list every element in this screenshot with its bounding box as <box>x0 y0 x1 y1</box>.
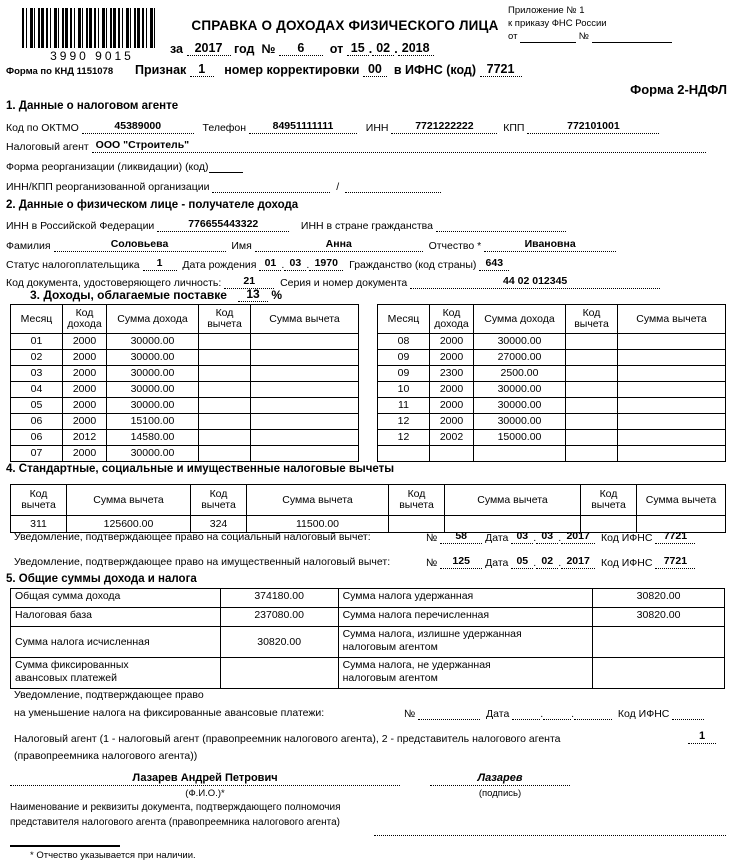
reorg-label: Форма реорганизации (ликвидации) (код) <box>6 161 209 173</box>
section5-notice-no-sign: № <box>404 708 416 720</box>
signature-block <box>430 772 570 799</box>
cell-income-code: 2000 <box>430 398 474 414</box>
tax-base-label: Налоговая база <box>11 608 221 627</box>
tax-overwithheld-value <box>593 627 725 658</box>
date-year-field[interactable]: 2018 <box>398 43 434 56</box>
cell-deduction-code <box>199 430 251 446</box>
col-income-code <box>430 305 474 334</box>
notice-property-ifns-label: Код ИФНС <box>600 557 653 569</box>
cell-income-sum: 30000.00 <box>107 382 199 398</box>
col-deduction-sum-4: Сумма вычета <box>637 485 726 516</box>
table-row <box>378 350 726 366</box>
status-label: Статус налогоплательщика <box>6 259 140 271</box>
table-row <box>378 430 726 446</box>
table-row <box>11 414 359 430</box>
notice-social-label: Уведомление, подтверждающее право на социальный налоговый вычет: <box>14 531 371 543</box>
cell-deduction-code <box>566 350 618 366</box>
table-row <box>11 516 726 533</box>
cell-month: 10 <box>378 382 430 398</box>
notice-property-year-field[interactable]: 2017 <box>561 556 595 569</box>
kpp-field[interactable]: 772101001 <box>527 121 659 134</box>
lbl2: вычета <box>591 499 626 511</box>
section1-row-4: ИНН/КПП реорганизованной организации / <box>6 180 441 193</box>
cell-ded-sum-1: 125600.00 <box>67 516 191 533</box>
cell-deduction-code <box>566 334 618 350</box>
cell-month: 06 <box>11 414 63 430</box>
authority-doc-line-1: Наименование и реквизиты документа, подтверждающего полномочия <box>10 802 341 813</box>
page-title: СПРАВКА О ДОХОДАХ ФИЗИЧЕСКОГО ЛИЦА <box>191 18 499 33</box>
appendix-no-label: № <box>578 31 589 42</box>
table-row <box>11 430 359 446</box>
cell-deduction-code <box>199 382 251 398</box>
notice-social-fields: № 58 Дата 03 . 03 . 2017 Код ИФНС 7721 <box>426 531 695 544</box>
notice-social-date-label: Дата <box>485 532 509 544</box>
cell-ded-sum-2: 11500.00 <box>247 516 389 533</box>
table-row <box>378 334 726 350</box>
total-income-label: Общая сумма дохода <box>11 589 221 608</box>
cell-income-code: 2000 <box>430 382 474 398</box>
number-sign: № <box>261 42 276 56</box>
notice-property-ifns-field[interactable]: 7721 <box>655 556 695 569</box>
section5-notice-no-field[interactable] <box>418 707 480 720</box>
cell-income-sum: 2500.00 <box>474 366 566 382</box>
cell-income-code: 2300 <box>430 366 474 382</box>
col-deduction-code-line2: вычета <box>574 318 609 330</box>
appendix-no-field[interactable] <box>592 30 672 43</box>
patronymic-field[interactable]: Ивановна <box>484 239 616 252</box>
lbl2: вычета <box>399 499 434 511</box>
section5-notice-fields: № Дата . . Код ИФНС <box>404 707 704 720</box>
section5-notice-ifns-label: Код ИФНС <box>617 708 670 720</box>
cell-deduction-sum <box>251 350 359 366</box>
table-row <box>11 608 725 627</box>
signer-block <box>10 772 400 799</box>
tax-not-withheld-label: Сумма налога, не удержанная налоговым агентом <box>338 658 593 689</box>
korrektirovka-label: номер корректировки <box>224 63 360 77</box>
reorg-code-field[interactable] <box>209 160 243 173</box>
col-income-code-line2: дохода <box>67 318 102 330</box>
section3-rate-wrap <box>238 288 282 302</box>
notice-property-no-sign: № <box>426 557 438 569</box>
col-deduction-code <box>199 305 251 334</box>
cell-income-sum: 30000.00 <box>107 446 199 462</box>
table-row <box>11 446 359 462</box>
ifns-field[interactable]: 7721 <box>480 64 522 77</box>
section3-heading: 3. Доходы, облагаемые поставке <box>30 288 227 302</box>
cell-income-code: 2000 <box>63 414 107 430</box>
col-deduction-code-line1: Код <box>215 307 234 319</box>
table-row <box>11 382 359 398</box>
ifns-label: в ИФНС (код) <box>393 63 477 77</box>
cell-income-sum: 14580.00 <box>107 430 199 446</box>
col-income-sum: Сумма дохода <box>107 305 199 334</box>
cell-deduction-sum <box>618 414 726 430</box>
cell-month: 08 <box>378 334 430 350</box>
cell-deduction-sum <box>251 430 359 446</box>
cell-ded-code-2: 324 <box>191 516 247 533</box>
birth-month-field[interactable]: 03 <box>284 258 306 271</box>
tax-calculated-value: 30820.00 <box>220 627 338 658</box>
agent-type-value[interactable]: 1 <box>688 731 716 744</box>
status-field[interactable]: 1 <box>143 258 177 271</box>
notice-social-row <box>14 531 371 543</box>
fio-label: (Ф.И.О.)* <box>185 788 225 799</box>
priznak-field[interactable]: 1 <box>190 64 214 77</box>
income-table-right <box>377 304 726 462</box>
cell-income-sum: 30000.00 <box>107 398 199 414</box>
notice-property-date-label: Дата <box>485 557 509 569</box>
appendix-line-3 <box>508 30 672 43</box>
cell-income-sum: 15100.00 <box>107 414 199 430</box>
cell-deduction-sum <box>251 366 359 382</box>
table-row <box>378 382 726 398</box>
table-row <box>11 366 359 382</box>
cell-deduction-code <box>566 382 618 398</box>
cell-deduction-code <box>199 414 251 430</box>
birth-day-field[interactable]: 01 <box>259 258 281 271</box>
table-row <box>378 414 726 430</box>
cell-income-sum: 15000.00 <box>474 430 566 446</box>
col-income-sum: Сумма дохода <box>474 305 566 334</box>
section1-row-1 <box>6 121 659 134</box>
reorg-inn-kpp-label: ИНН/КПП реорганизованной организации <box>6 181 210 193</box>
cell-month: 05 <box>11 398 63 414</box>
agent-type-line-2: (правопреемника налогового агента)) <box>14 750 198 762</box>
notice-social-ifns-field[interactable]: 7721 <box>655 531 695 544</box>
cell-deduction-sum <box>618 446 726 462</box>
doc-series-field[interactable]: 44 02 012345 <box>410 276 660 289</box>
priznak-line <box>135 63 522 77</box>
cell-month: 12 <box>378 414 430 430</box>
cell-deduction-code <box>566 398 618 414</box>
lbl2: вычета <box>21 499 56 511</box>
cell-income-sum: 30000.00 <box>474 382 566 398</box>
notice-property-month-field[interactable]: 02 <box>536 556 558 569</box>
tax-withheld-value: 30820.00 <box>593 589 725 608</box>
footnote-rule <box>10 845 120 847</box>
inn-label: ИНН <box>365 122 389 134</box>
section5-notice-year-field[interactable] <box>574 707 612 720</box>
col-deduction-code-1 <box>11 485 67 516</box>
cell-income-code: 2002 <box>430 430 474 446</box>
cell-income-code: 2000 <box>430 334 474 350</box>
cell-month: 12 <box>378 430 430 446</box>
inn-rf-label: ИНН в Российской Федерации <box>6 220 155 232</box>
lbl: Код <box>407 488 426 500</box>
god-label: год <box>233 42 255 56</box>
section4-heading: 4. Стандартные, социальные и имущественные налоговые вычеты <box>6 463 395 475</box>
cell-month: 11 <box>378 398 430 414</box>
tax-withheld-label: Сумма налога удержанная <box>338 589 593 608</box>
doc-series-label: Серия и номер документа <box>280 277 408 289</box>
section5-heading: 5. Общие суммы дохода и налога <box>6 573 197 585</box>
col-month: Месяц <box>378 305 430 334</box>
col-deduction-sum: Сумма вычета <box>618 305 726 334</box>
tax-calculated-label: Сумма налога исчисленная <box>11 627 221 658</box>
reorg-kpp-field[interactable] <box>345 180 441 193</box>
appendix-line-2: к приказу ФНС России <box>508 18 607 29</box>
patronymic-label: Отчество * <box>428 240 482 252</box>
date-month-field[interactable]: 02 <box>372 43 394 56</box>
notice-social-year-field[interactable]: 2017 <box>561 531 595 544</box>
cell-income-sum: 30000.00 <box>474 398 566 414</box>
notice-social-month-field[interactable]: 03 <box>536 531 558 544</box>
notice-property-row <box>14 556 390 568</box>
cell-month: 09 <box>378 350 430 366</box>
col-deduction-code-3 <box>389 485 445 516</box>
cell-deduction-code <box>199 366 251 382</box>
cell-income-code: 2000 <box>63 382 107 398</box>
cell-income-sum: 30000.00 <box>107 366 199 382</box>
col-deduction-sum-3: Сумма вычета <box>445 485 581 516</box>
section2-row-1 <box>6 219 566 232</box>
lbl: Код <box>599 488 618 500</box>
section5-notice-date-label: Дата <box>486 708 510 720</box>
deductions-header-row <box>11 485 726 516</box>
cell-deduction-code <box>199 446 251 462</box>
appendix-ot-label: от <box>508 31 518 42</box>
section5-notice-line-2: на уменьшение налога на фиксированные авансовые платежи: <box>14 707 325 719</box>
surname-field[interactable]: Соловьева <box>54 239 226 252</box>
cell-deduction-code <box>566 446 618 462</box>
col-month: Месяц <box>11 305 63 334</box>
income-table-left <box>10 304 359 462</box>
notice-social-no-sign: № <box>426 532 438 544</box>
doc-code-field[interactable]: 21 <box>224 276 274 289</box>
col-income-code-line2: дохода <box>434 318 469 330</box>
notice-property-label: Уведомление, подтверждающее право на имущественный налоговый вычет: <box>14 556 391 568</box>
signer-name: Лазарев Андрей Петрович <box>132 772 278 784</box>
cell-deduction-code <box>199 398 251 414</box>
cell-month: 09 <box>378 366 430 382</box>
barcode <box>22 8 162 63</box>
birth-year-field[interactable]: 1970 <box>309 258 343 271</box>
col-deduction-code <box>566 305 618 334</box>
cell-month <box>378 446 430 462</box>
section1-row-2 <box>6 140 728 153</box>
col-deduction-sum: Сумма вычета <box>251 305 359 334</box>
citizenship-label: Гражданство (код страны) <box>349 259 477 271</box>
cell-income-code: 2000 <box>63 446 107 462</box>
signature-label: (подпись) <box>478 788 522 799</box>
reorg-inn-field[interactable] <box>212 180 330 193</box>
section2-row-2 <box>6 239 616 252</box>
inn-rf-field[interactable]: 776655443322 <box>157 219 289 232</box>
income-left-header-row <box>11 305 359 334</box>
section5-notice-month-field[interactable] <box>543 707 571 720</box>
table-row <box>11 627 725 658</box>
cell-deduction-sum <box>251 414 359 430</box>
cell-month: 01 <box>11 334 63 350</box>
cell-income-code: 2000 <box>63 350 107 366</box>
appendix-ot-field[interactable] <box>520 30 576 43</box>
agent-type-line-1: Налоговый агент (1 - налоговый агент (правопреемник налогового агента), 2 - представитель налогового агента <box>14 733 561 745</box>
col-income-code <box>63 305 107 334</box>
col-income-code-line1: Код <box>75 307 94 319</box>
cell-ded-code-3 <box>389 516 445 533</box>
table-row <box>11 350 359 366</box>
percent-sign: % <box>271 288 283 302</box>
cell-income-code: 2000 <box>430 414 474 430</box>
section5-notice-line-1: Уведомление, подтверждающее право <box>14 689 204 701</box>
form-ndfl-label: Форма 2-НДФЛ <box>630 82 727 97</box>
col-deduction-code-line1: Код <box>582 307 601 319</box>
cell-deduction-sum <box>618 366 726 382</box>
cell-income-sum: 27000.00 <box>474 350 566 366</box>
cell-deduction-sum <box>618 430 726 446</box>
kpp-label: КПП <box>503 122 525 134</box>
section2-heading: 2. Данные о физическом лице - получателе дохода <box>6 199 299 211</box>
cell-month: 04 <box>11 382 63 398</box>
lbl2: вычета <box>201 499 236 511</box>
knd-form-label: Форма по КНД 1151078 <box>6 66 114 77</box>
authority-doc-line-2: представителя налогового агента (правопреемника налогового агента) <box>10 817 340 828</box>
notice-property-no-field[interactable]: 125 <box>440 556 482 569</box>
cell-ded-code-1: 311 <box>11 516 67 533</box>
period-line: за 2017 год № 6 от 15 . 02 . 2018 <box>170 42 434 56</box>
citizenship-field[interactable]: 643 <box>479 258 509 271</box>
cell-income-sum: 30000.00 <box>474 414 566 430</box>
table-row <box>11 658 725 689</box>
cell-deduction-code <box>566 414 618 430</box>
cell-month: 02 <box>11 350 63 366</box>
cell-deduction-code <box>566 430 618 446</box>
total-income-value: 374180.00 <box>220 589 338 608</box>
inn-field[interactable]: 7721222222 <box>391 121 497 134</box>
table-row <box>378 446 726 462</box>
table-row <box>11 398 359 414</box>
priznak-label: Признак <box>135 63 187 77</box>
phone-field[interactable]: 84951111111 <box>249 121 357 134</box>
cell-deduction-sum <box>251 334 359 350</box>
col-deduction-sum-1: Сумма вычета <box>67 485 191 516</box>
agent-type-value-wrap <box>688 731 716 744</box>
za-label: за <box>170 42 184 56</box>
appendix-line-1: Приложение № 1 <box>508 5 585 16</box>
col-income-code-line1: Код <box>442 307 461 319</box>
notice-property-day-field[interactable]: 05 <box>511 556 533 569</box>
tax-transferred-label: Сумма налога перечисленная <box>338 608 593 627</box>
section1-heading: 1. Данные о налоговом агенте <box>6 100 179 112</box>
notice-social-no-field[interactable]: 58 <box>440 531 482 544</box>
cell-income-code <box>430 446 474 462</box>
inn-country-label: ИНН в стране гражданства <box>300 220 433 232</box>
section1-row-3 <box>6 160 243 173</box>
cell-month: 03 <box>11 366 63 382</box>
signature-value: Лазарев <box>477 772 523 784</box>
cell-deduction-sum <box>618 382 726 398</box>
table-row <box>11 334 359 350</box>
signer-underline <box>10 784 400 786</box>
cell-deduction-sum <box>618 334 726 350</box>
cell-income-sum <box>474 446 566 462</box>
notice-social-ifns-label: Код ИФНС <box>600 532 653 544</box>
table-row <box>378 366 726 382</box>
cell-income-code: 2000 <box>63 366 107 382</box>
lbl: Код <box>29 488 48 500</box>
cell-month: 07 <box>11 446 63 462</box>
cell-deduction-sum <box>251 398 359 414</box>
fixed-advance-label: Сумма фиксированных авансовых платежей <box>11 658 221 689</box>
tax-transferred-value: 30820.00 <box>593 608 725 627</box>
cell-income-code: 2000 <box>63 334 107 350</box>
doc-code-label: Код документа, удостоверяющего личность: <box>6 277 222 289</box>
year-field[interactable]: 2017 <box>187 43 231 56</box>
cell-deduction-sum <box>618 398 726 414</box>
barcode-digits: 3990 9015 <box>50 49 134 63</box>
section5-notice-day-field[interactable] <box>512 707 540 720</box>
cell-deduction-sum <box>251 382 359 398</box>
number-field[interactable]: 6 <box>279 43 323 56</box>
tax-rate-field[interactable]: 13 <box>238 289 268 302</box>
fixed-advance-value <box>220 658 338 689</box>
tax-base-value: 237080.00 <box>220 608 338 627</box>
signature-underline <box>430 784 570 786</box>
cell-deduction-sum <box>251 446 359 462</box>
name-field[interactable]: Анна <box>255 239 423 252</box>
col-deduction-code-2 <box>191 485 247 516</box>
agent-label: Налоговый агент <box>6 141 89 153</box>
cell-deduction-code <box>199 334 251 350</box>
appendix-block <box>508 4 672 43</box>
footnote-text: * Отчество указывается при наличии. <box>30 850 196 861</box>
cell-income-sum: 30000.00 <box>107 334 199 350</box>
inn-country-field[interactable] <box>436 219 566 232</box>
deductions-table <box>10 484 726 533</box>
cell-deduction-code <box>199 350 251 366</box>
ot-label: от <box>329 42 344 56</box>
oktmo-label: Код по ОКТМО <box>6 122 79 134</box>
col-deduction-code-line2: вычета <box>207 318 242 330</box>
oktmo-field[interactable]: 45389000 <box>82 121 194 134</box>
cell-deduction-sum <box>618 350 726 366</box>
cell-income-code: 2000 <box>63 398 107 414</box>
surname-label: Фамилия <box>6 240 51 252</box>
cell-income-sum: 30000.00 <box>474 334 566 350</box>
col-deduction-sum-2: Сумма вычета <box>247 485 389 516</box>
tax-overwithheld-label: Сумма налога, излишне удержанная налоговым агентом <box>338 627 593 658</box>
date-day-field[interactable]: 15 <box>347 43 369 56</box>
agent-field[interactable]: ООО "Строитель" <box>92 140 706 153</box>
section2-row-3: Статус налогоплательщика 1 Дата рождения 01 . 03 . 1970 Гражданство (код страны) 643 <box>6 258 509 271</box>
col-deduction-code-4 <box>581 485 637 516</box>
notice-property-fields: № 125 Дата 05 . 02 . 2017 Код ИФНС 7721 <box>426 556 695 569</box>
cell-income-sum: 30000.00 <box>107 350 199 366</box>
cell-month: 06 <box>11 430 63 446</box>
cell-income-code: 2000 <box>430 350 474 366</box>
name-label: Имя <box>231 240 252 252</box>
notice-social-day-field[interactable]: 03 <box>511 531 533 544</box>
tax-not-withheld-value <box>593 658 725 689</box>
table-row <box>11 589 725 608</box>
table-row <box>378 398 726 414</box>
authority-doc-underline <box>374 834 726 836</box>
cell-income-code: 2012 <box>63 430 107 446</box>
lbl: Код <box>209 488 228 500</box>
totals-table <box>10 588 725 689</box>
section5-notice-ifns-field[interactable] <box>672 707 704 720</box>
korrektirovka-field[interactable]: 00 <box>363 64 387 77</box>
cell-deduction-code <box>566 366 618 382</box>
barcode-bars-icon <box>22 8 158 48</box>
phone-label: Телефон <box>202 122 247 134</box>
birth-label: Дата рождения <box>182 259 257 271</box>
income-right-header-row <box>378 305 726 334</box>
